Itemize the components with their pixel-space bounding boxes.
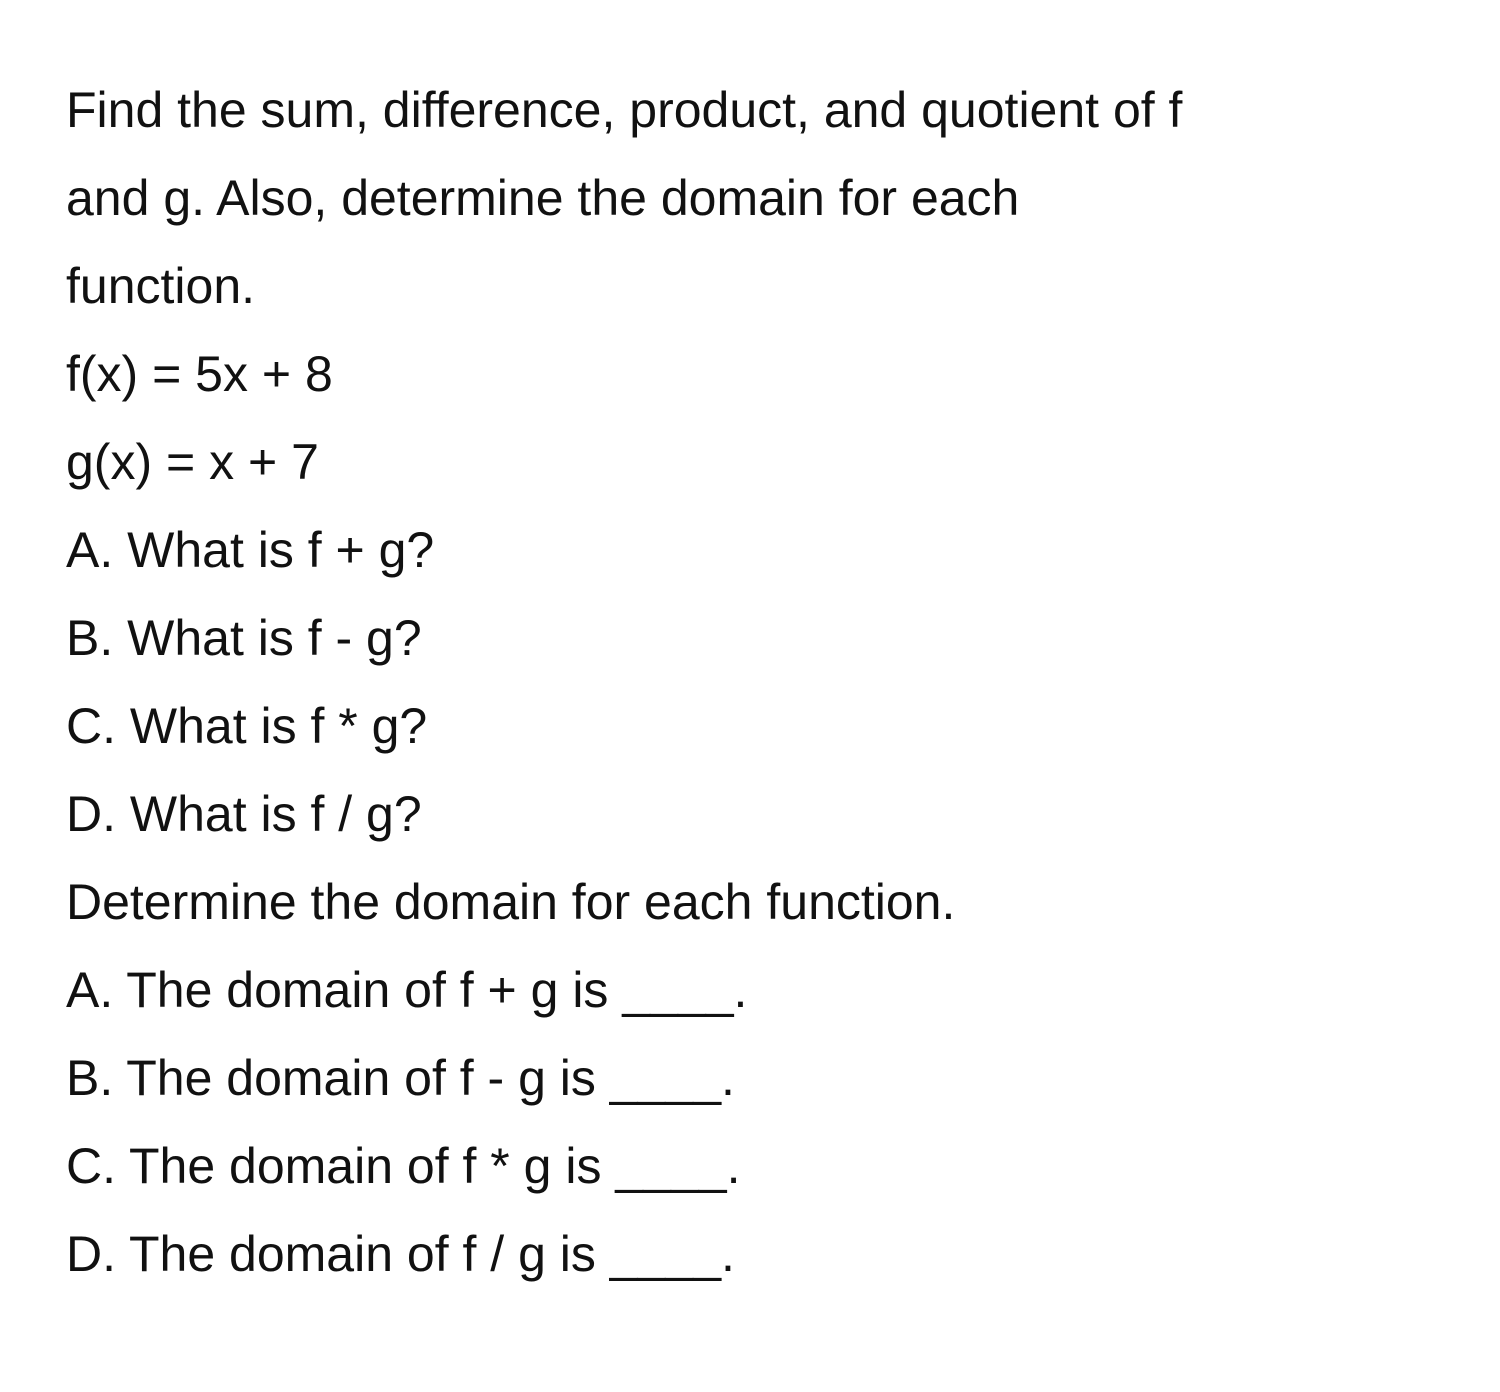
question-b: B. What is f - g? [66, 610, 422, 666]
domain-question-a: A. The domain of f + g is ____. [66, 962, 748, 1018]
domain-question-c: C. The domain of f * g is ____. [66, 1138, 741, 1194]
domain-question-d: D. The domain of f / g is ____. [66, 1226, 735, 1282]
intro-line-1: Find the sum, difference, product, and quotient of f [66, 82, 1183, 138]
function-g: g(x) = x + 7 [66, 434, 319, 490]
domain-heading: Determine the domain for each function. [66, 874, 956, 930]
problem-document [66, 66, 1446, 1298]
intro-line-2: and g. Also, determine the domain for each [66, 170, 1020, 226]
function-f: f(x) = 5x + 8 [66, 346, 333, 402]
question-a: A. What is f + g? [66, 522, 435, 578]
question-c: C. What is f * g? [66, 698, 428, 754]
question-d: D. What is f / g? [66, 786, 422, 842]
domain-question-b: B. The domain of f - g is ____. [66, 1050, 735, 1106]
intro-line-3: function. [66, 258, 256, 314]
